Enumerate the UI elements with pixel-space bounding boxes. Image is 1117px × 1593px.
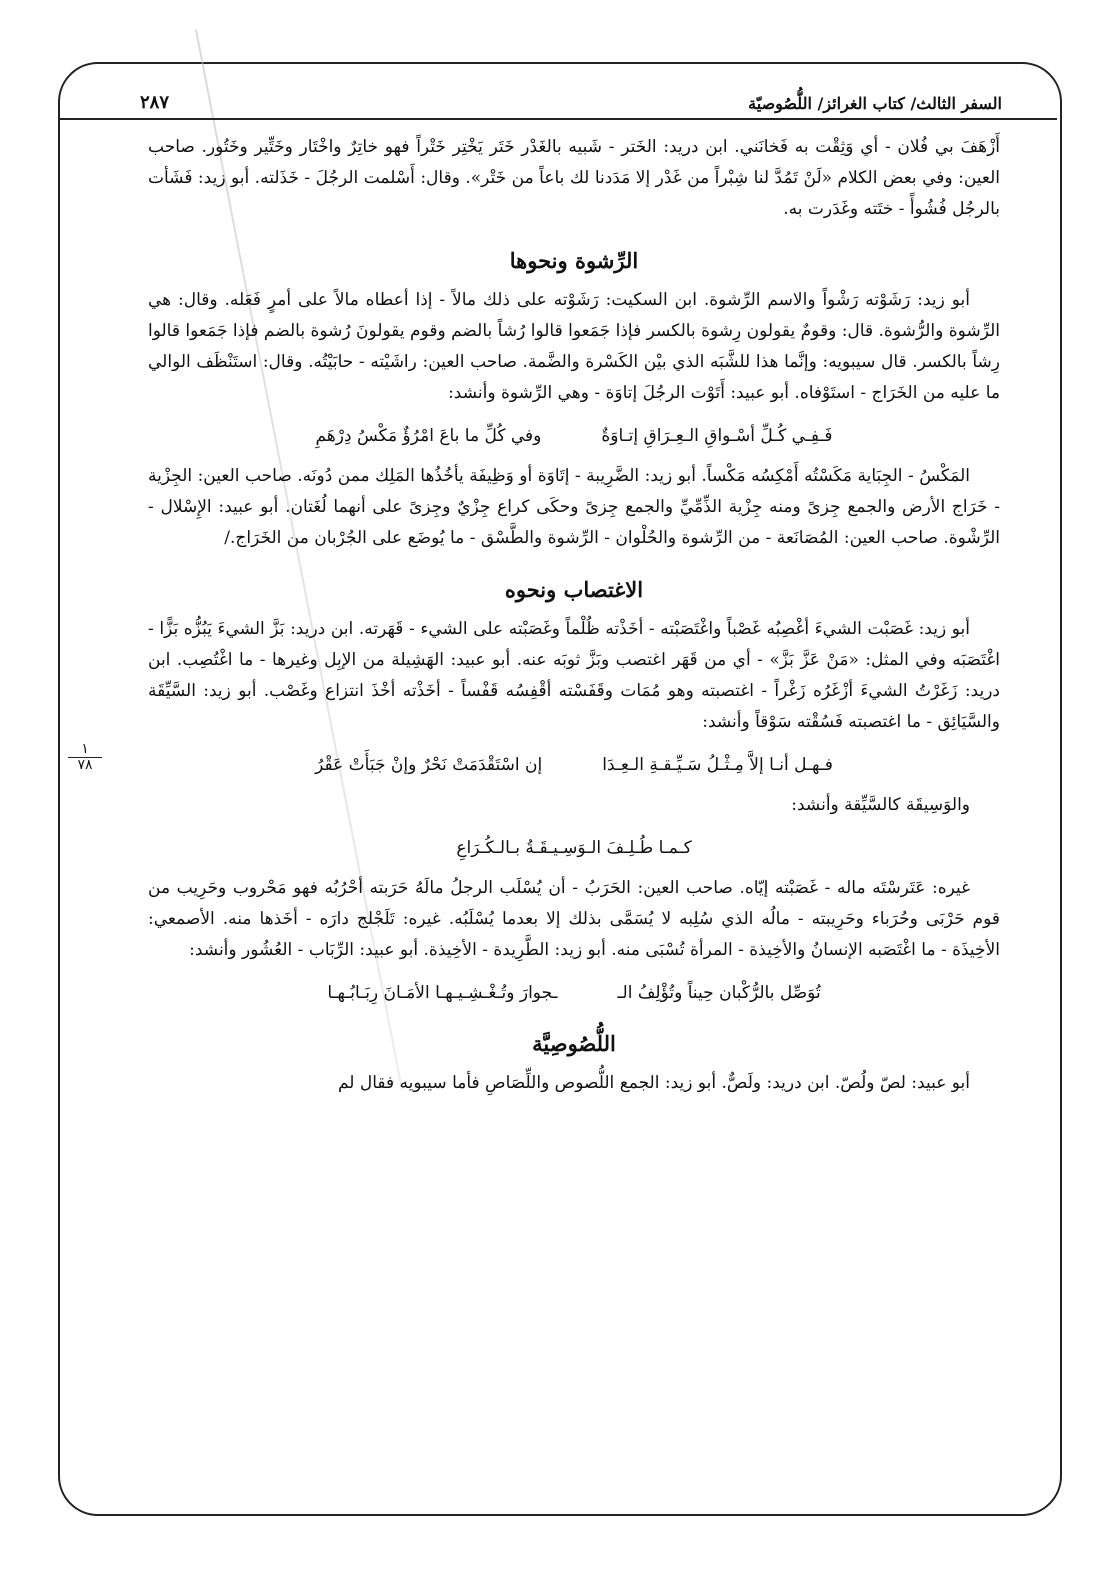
paragraph: والوَسِيقَة كالسَّيِّقة وأنشد:	[791, 795, 970, 815]
poetry-verse	[148, 978, 1000, 1008]
folio-bottom: ٧٨	[77, 757, 93, 773]
verse-hemistich-first: تُوَصِّل بالرُّكْبان حِيناً وتُؤْلِفُ الـ	[617, 983, 821, 1003]
paragraph: أبو عبيد: لصّ ولُصّ. ابن دريد: ولَصٌّ. أبو زيد: الجمع اللُّصوص واللِّصَاصِ فأما سيبويه فقال لم	[337, 1073, 970, 1093]
verse-line: كـمـا طُـلِـفَ الـوَسِـيـقَـةُ بـالـكُـرَاعِ	[456, 838, 692, 858]
folio-top: ١	[68, 742, 102, 758]
page-body	[148, 132, 1000, 1099]
poetry-verse	[148, 750, 1000, 780]
page-number: ٢٨٧	[140, 92, 170, 113]
poetry-verse	[148, 833, 1000, 863]
section-heading: اللُّصُوصِيَّة	[532, 1031, 616, 1056]
poetry-verse	[148, 421, 1000, 451]
verse-hemistich-second: ـجوارَ وتُـغْـشِـيـهـا الأمَـانَ رِبَـابُـهـا	[327, 983, 558, 1003]
running-header: السفر الثالث/ كتاب الغرائز/ اللُّصُوصيّة	[748, 94, 1002, 113]
section-heading: الاغتصاب ونحوه	[504, 577, 644, 602]
paragraph: أبو زيد: رَشَوْته رَشْواً والاسم الرِّشوة. ابن السكيت: رَشَوْته على ذلك مالاً - إذا أعطاه مالاً على أمرٍ فَعَله. وقال: هي الرِّشوة والرُّشوة. قال: وقومٌ يقولون رِشوة بالكسر فإذا جَمَعوا قالوا رُشاً بالضم وقوم يقولونَ رُشوة بالضم فإذا جَمَعوا قالوا رِشاً بالكسر. قال سيبويه: وإنَّما هذا للشَّبَه الذي بيْن الكَسْرة والضَّمة. صاحب العين: راشَيْته - حابَيْتُه. وقال: استَنْظَف الوالي ما عليه من الخَرَاج - استَوْفاه. أبو عبيد: أَتَوْت الرجُلَ إتاوَة - وهي الرِّشوة وأنشد:	[148, 290, 1000, 403]
verse-hemistich-second: إن اسْتَقْدَمَتْ نَحْرٌ وإنْ جَبَأَتْ عَقْرُ	[315, 755, 543, 775]
verse-hemistich-second: وفي كُلِّ ما باعَ امْرُؤٌ مَكْسُ دِرْهَمِ	[315, 426, 542, 446]
header-divider	[60, 118, 1057, 120]
paragraph: غيره: عَتَرسْتَه ماله - غَصَبْته إيّاه. صاحب العين: الحَرَبُ - أن يُسْلَب الرجلُ مالَهُ حَرَبته أحْرُبُه فهو مَحْروب وحَرِيب من قوم حَرْبَى وحُرَباء وحَرِيبته - مالُه الذي سُلِبه لا يُسَمَّى بذلك إلا بعدما يُسْلَبُه. غيره: تَلَجْلج دارَه - أخَذها منه. الأصمعي: الأخِيذَة - ما اغْتَصَبه الإنسانُ والأخِيذة - المرأة تُسْبَى منه. أبو زيد: الطَّرِيدة - الأخِيذة. أبو عبيد: الرِّبَاب - العُشُور وأنشد:	[148, 878, 1000, 960]
paragraph: أَزْهَفَ بي فُلان - أي وَثِقْت به فَخانَني. ابن دريد: الخَتر - شَبيه بالغَدْر خَتَر يَخْتِر خَتْراً فهو خاتِرٌ واخْتَار وخَتِّير وخَتُور. صاحب العين: وفي بعض الكلام «لَنْ تَمُدَّ لنا شِبْراً من غَدْر إلا مَدَدنا لك باعاً من خَتْر». وقال: أَسْلمت الرجُلَ - خَذَلته. أبو زيد: فَشَأت بالرجُل فُشُوأً - ختَته وغَدَرت به.	[148, 137, 1000, 219]
manuscript-folio-mark	[68, 742, 102, 773]
paragraph: المَكْسُ - الجِبَاية مَكَسْتُه أَمْكِسُه مَكْساً. أبو زيد: الضَّرِيبة - إتَاوَة أو وَظِيفَة يأخُذُها المَلِك ممن دُونَه. صاحب العين: الجِزْية - خَرَاج الأرض والجمع جِزىً ومنه جِزْية الذِّمِّيِّ والجمع جِزىً وحكَى كراع جِزْيٌ وجِزىً على أنهما لُغَتان. أبو عبيد: الإِسْلال - الرِّشْوة. صاحب العين: المُصَانَعة - من الرِّشوة والحُلْوان - الرِّشوة والطَّسْق - ما يُوضَع على الجُرْبان من الخَرَاج./	[148, 466, 1000, 548]
verse-hemistich-first: فـهـل أنـا إلاَّ مِـثْـلُ سَـيِّـقـةِ الـعِـدَا	[602, 755, 833, 775]
verse-hemistich-first: فَـفِـي كُـلِّ أسْـواقِ الـعِـرَاقِ إتـاوَةٌ	[601, 426, 833, 446]
section-heading: الرِّشوة ونحوها	[509, 248, 639, 273]
paragraph: أبو زيد: غَصَبْت الشيءَ أغْصِبُه غَصْباً واغْتَصَبْته - أخَذْته ظُلْماً وغَصَبْته على الشيء - قَهَرته. ابن دريد: بَزَّ الشيءَ يَبُزُّه بَزًّا - اغْتَصَبَه وفي المثل: «مَنْ عَزَّ بَزَّ» - أي من قَهَر اغتصب وبَزَّ ثوبَه عنه. أبو عبيد: الهَشِيلة من الإبِل وغيرها - ما اغْتُصِب. ابن دريد: زَغَرْتُ الشيءَ أزْغَرُه زَغْراً - اغتصبته وهو مُمَات وقَفَسْته أقْفِسُه قَفْساً - أخَذْته أخْذَ انتزاع وغَصْب. أبو زيد: السَّيِّقَة والسَّيَائِق - ما اغتصبته فَسُقْته سَوْقاً وأنشد:	[148, 619, 1000, 732]
